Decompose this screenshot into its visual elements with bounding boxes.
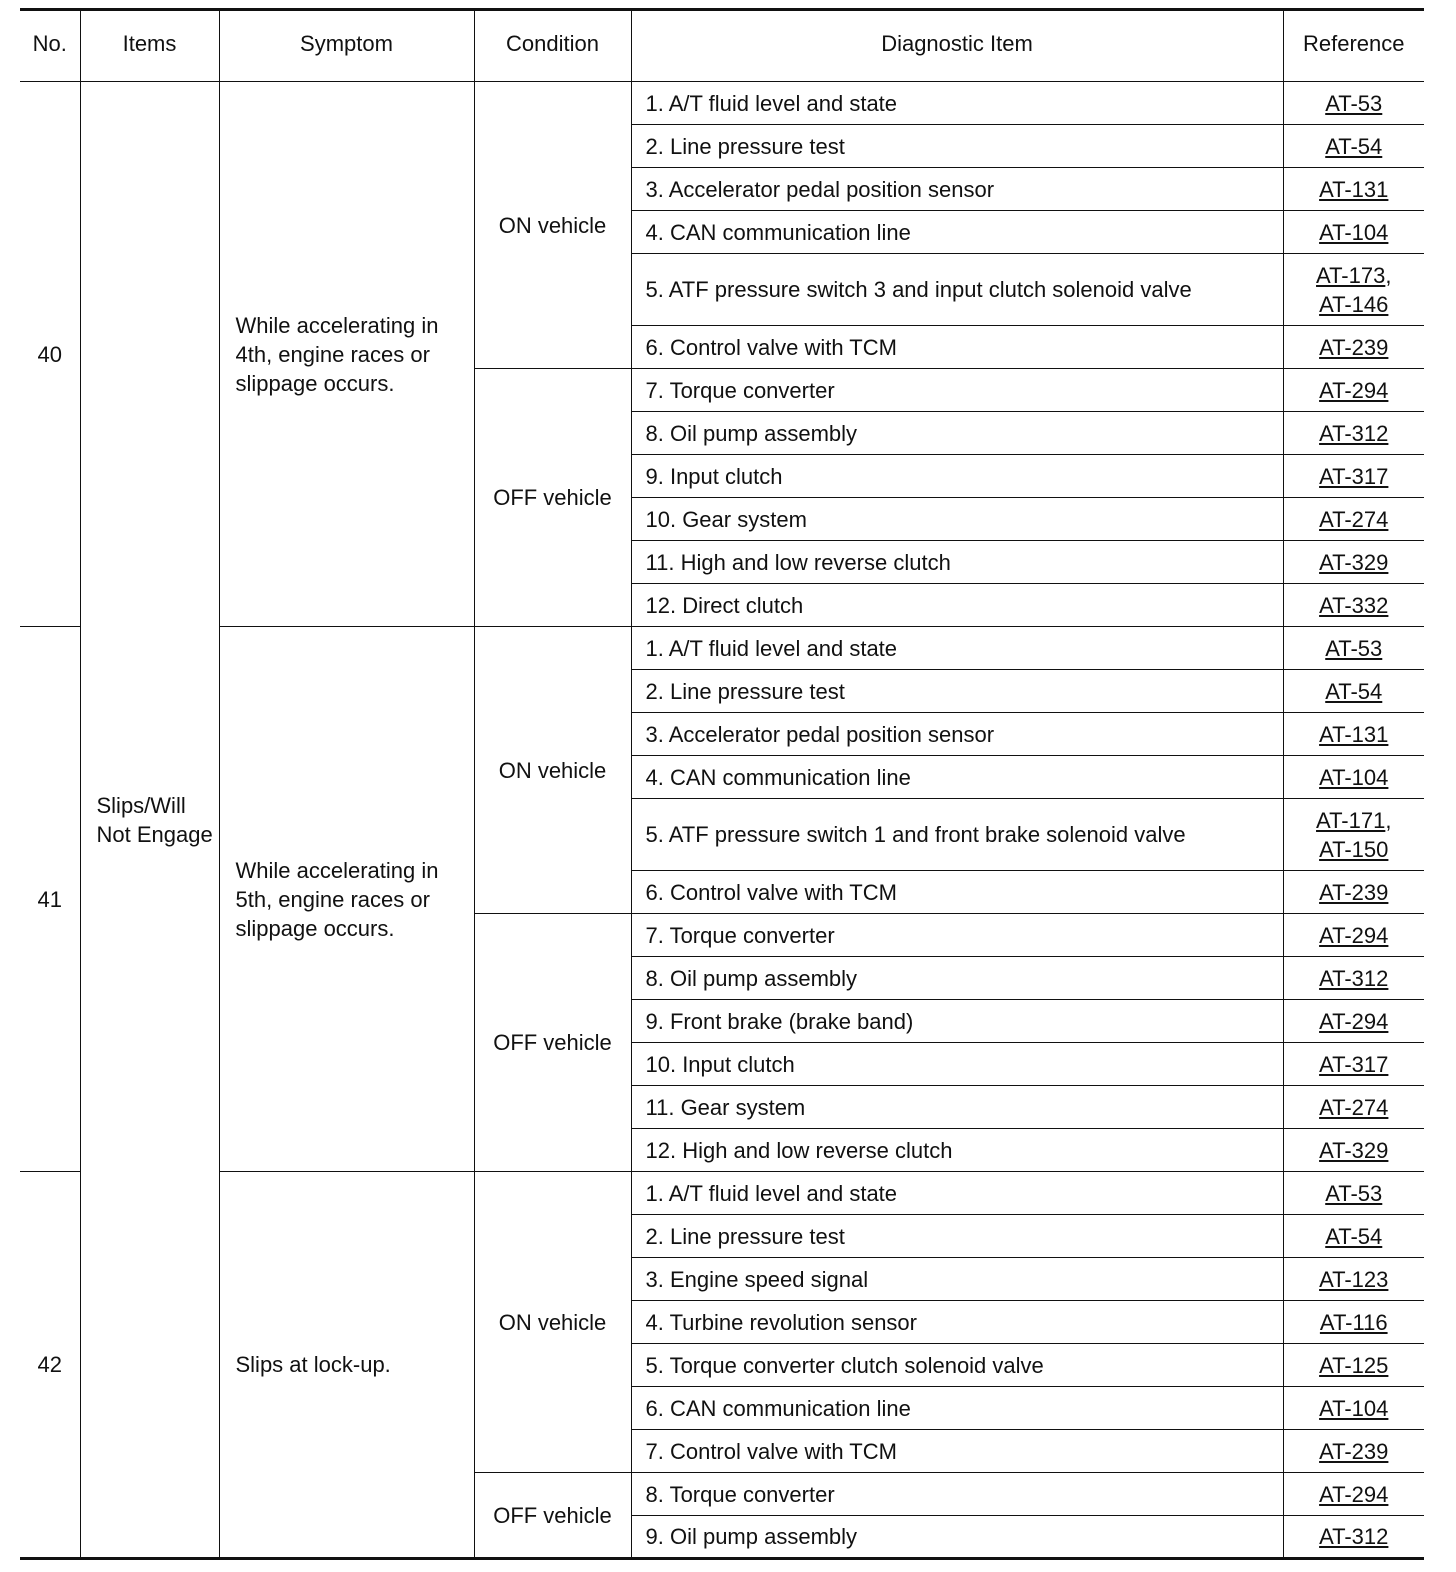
diagnostic-item: 11. High and low reverse clutch: [631, 541, 1283, 584]
diagnostic-item: 1. A/T fluid level and state: [631, 627, 1283, 670]
reference-link[interactable]: AT-274: [1319, 506, 1389, 532]
diagnostic-item: 10. Gear system: [631, 498, 1283, 541]
reference-cell: [1283, 498, 1424, 541]
diagnostic-item: 2. Line pressure test: [631, 125, 1283, 168]
diagnostic-item: 3. Accelerator pedal position sensor: [631, 713, 1283, 756]
reference-link[interactable]: AT-173: [1316, 262, 1386, 288]
diagnostic-item: 8. Oil pump assembly: [631, 957, 1283, 1000]
reference-link[interactable]: AT-131: [1319, 721, 1389, 747]
reference-link[interactable]: AT-317: [1319, 463, 1389, 489]
diagnostic-item: 3. Engine speed signal: [631, 1258, 1283, 1301]
diagnostic-item: 5. ATF pressure switch 1 and front brake solenoid valve: [631, 799, 1283, 871]
reference-cell: [1283, 756, 1424, 799]
reference-link[interactable]: AT-131: [1319, 176, 1389, 202]
diagnostic-item: 7. Control valve with TCM: [631, 1430, 1283, 1473]
reference-link[interactable]: AT-54: [1325, 133, 1383, 159]
header-items: Items: [80, 10, 219, 82]
condition-on-vehicle: ON vehicle: [474, 627, 631, 914]
reference-cell: [1283, 1086, 1424, 1129]
reference-cell: [1283, 412, 1424, 455]
diagnostic-item: 5. Torque converter clutch solenoid valve: [631, 1344, 1283, 1387]
condition-on-vehicle: ON vehicle: [474, 1172, 631, 1473]
reference-cell: [1283, 455, 1424, 498]
diagnostic-item: 1. A/T fluid level and state: [631, 82, 1283, 125]
reference-link[interactable]: AT-54: [1325, 1223, 1383, 1249]
diagnostic-item: 8. Torque converter: [631, 1473, 1283, 1516]
reference-cell: [1283, 125, 1424, 168]
reference-link[interactable]: AT-150: [1319, 836, 1389, 862]
reference-link[interactable]: AT-123: [1319, 1266, 1389, 1292]
reference-link[interactable]: AT-317: [1319, 1051, 1389, 1077]
diagnostic-item: 6. CAN communication line: [631, 1387, 1283, 1430]
header-condition: Condition: [474, 10, 631, 82]
table-row: [20, 82, 1424, 125]
reference-cell: [1283, 211, 1424, 254]
reference-link[interactable]: AT-239: [1319, 334, 1389, 360]
reference-link[interactable]: AT-53: [1325, 635, 1383, 661]
diagnostic-item: 4. CAN communication line: [631, 211, 1283, 254]
diagnostic-item: 12. Direct clutch: [631, 584, 1283, 627]
reference-cell: [1283, 1301, 1424, 1344]
header-reference: Reference: [1283, 10, 1424, 82]
reference-cell: [1283, 670, 1424, 713]
symptom-cell: Slips at lock-up.: [219, 1172, 474, 1559]
reference-link[interactable]: AT-332: [1319, 592, 1389, 618]
reference-cell: [1283, 584, 1424, 627]
diagnostic-item: 11. Gear system: [631, 1086, 1283, 1129]
diagnostic-item: 6. Control valve with TCM: [631, 871, 1283, 914]
reference-cell: [1283, 1387, 1424, 1430]
reference-link[interactable]: AT-104: [1319, 764, 1389, 790]
reference-cell: [1283, 369, 1424, 412]
reference-link[interactable]: AT-53: [1325, 90, 1383, 116]
diagnostic-item: 8. Oil pump assembly: [631, 412, 1283, 455]
condition-on-vehicle: ON vehicle: [474, 82, 631, 369]
reference-cell: [1283, 326, 1424, 369]
diagnostic-item: 4. Turbine revolution sensor: [631, 1301, 1283, 1344]
reference-cell: [1283, 713, 1424, 756]
reference-link[interactable]: AT-125: [1319, 1352, 1389, 1378]
group-number: 40: [20, 82, 80, 627]
header-diagnostic-item: Diagnostic Item: [631, 10, 1283, 82]
diagnostic-item: 9. Oil pump assembly: [631, 1516, 1283, 1559]
reference-link[interactable]: AT-239: [1319, 879, 1389, 905]
symptom-cell: While accelerating in 4th, engine races or slippage occurs.: [219, 82, 474, 627]
group-number: 42: [20, 1172, 80, 1559]
diagnostic-item: 5. ATF pressure switch 3 and input clutch solenoid valve: [631, 254, 1283, 326]
diagnostic-item: 2. Line pressure test: [631, 670, 1283, 713]
diagnostic-item: 2. Line pressure test: [631, 1215, 1283, 1258]
diagnostic-item: 1. A/T fluid level and state: [631, 1172, 1283, 1215]
reference-cell: [1283, 82, 1424, 125]
header-no: No.: [20, 10, 80, 82]
reference-link[interactable]: AT-274: [1319, 1094, 1389, 1120]
reference-cell: [1283, 1129, 1424, 1172]
reference-cell: [1283, 1516, 1424, 1559]
diagnostic-item: 3. Accelerator pedal position sensor: [631, 168, 1283, 211]
reference-cell: [1283, 1258, 1424, 1301]
table-body: [20, 82, 1424, 1559]
reference-link[interactable]: AT-146: [1319, 291, 1389, 317]
reference-link[interactable]: AT-239: [1319, 1438, 1389, 1464]
condition-off-vehicle: OFF vehicle: [474, 914, 631, 1172]
reference-link[interactable]: AT-54: [1325, 678, 1383, 704]
reference-cell: [1283, 1473, 1424, 1516]
header-row: [20, 10, 1424, 82]
table-row: [20, 627, 1424, 670]
reference-cell: [1283, 914, 1424, 957]
reference-link[interactable]: AT-104: [1319, 219, 1389, 245]
reference-cell: [1283, 1215, 1424, 1258]
diagnostic-item: 10. Input clutch: [631, 1043, 1283, 1086]
reference-cell: [1283, 541, 1424, 584]
reference-link[interactable]: AT-171: [1316, 807, 1386, 833]
reference-cell: [1283, 957, 1424, 1000]
reference-cell: [1283, 799, 1424, 871]
reference-link[interactable]: AT-312: [1319, 420, 1389, 446]
reference-cell: [1283, 1344, 1424, 1387]
diagnostic-table: [20, 8, 1424, 1560]
reference-link[interactable]: AT-294: [1319, 1481, 1389, 1507]
reference-link[interactable]: AT-329: [1319, 549, 1389, 575]
diagnostic-item: 7. Torque converter: [631, 914, 1283, 957]
reference-cell: [1283, 254, 1424, 326]
reference-link[interactable]: AT-312: [1319, 1524, 1389, 1549]
diagnostic-item: 7. Torque converter: [631, 369, 1283, 412]
reference-cell: [1283, 1043, 1424, 1086]
reference-link[interactable]: AT-104: [1319, 1395, 1389, 1421]
symptom-cell: While accelerating in 5th, engine races or slippage occurs.: [219, 627, 474, 1172]
diagnostic-item: 6. Control valve with TCM: [631, 326, 1283, 369]
reference-cell: [1283, 627, 1424, 670]
reference-link[interactable]: AT-294: [1319, 1008, 1389, 1034]
group-number: 41: [20, 627, 80, 1172]
diagnostic-item: 4. CAN communication line: [631, 756, 1283, 799]
reference-separator: ,: [1385, 807, 1392, 833]
reference-link[interactable]: AT-116: [1319, 1309, 1388, 1335]
reference-cell: [1283, 1000, 1424, 1043]
diagnostic-item: 9. Front brake (brake band): [631, 1000, 1283, 1043]
condition-off-vehicle: OFF vehicle: [474, 369, 631, 627]
reference-link[interactable]: AT-294: [1319, 377, 1389, 403]
reference-cell: [1283, 168, 1424, 211]
reference-cell: [1283, 1172, 1424, 1215]
reference-cell: [1283, 1430, 1424, 1473]
reference-separator: ,: [1385, 262, 1392, 288]
diagnostic-item: 9. Input clutch: [631, 455, 1283, 498]
reference-link[interactable]: AT-294: [1319, 922, 1389, 948]
items-cell: Slips/Will Not Engage: [80, 82, 219, 1559]
reference-link[interactable]: AT-53: [1325, 1180, 1383, 1206]
reference-link[interactable]: AT-329: [1319, 1137, 1389, 1163]
header-symptom: Symptom: [219, 10, 474, 82]
reference-cell: [1283, 871, 1424, 914]
diagnostic-item: 12. High and low reverse clutch: [631, 1129, 1283, 1172]
reference-link[interactable]: AT-312: [1319, 965, 1389, 991]
condition-off-vehicle: OFF vehicle: [474, 1473, 631, 1559]
table-row: [20, 1172, 1424, 1215]
